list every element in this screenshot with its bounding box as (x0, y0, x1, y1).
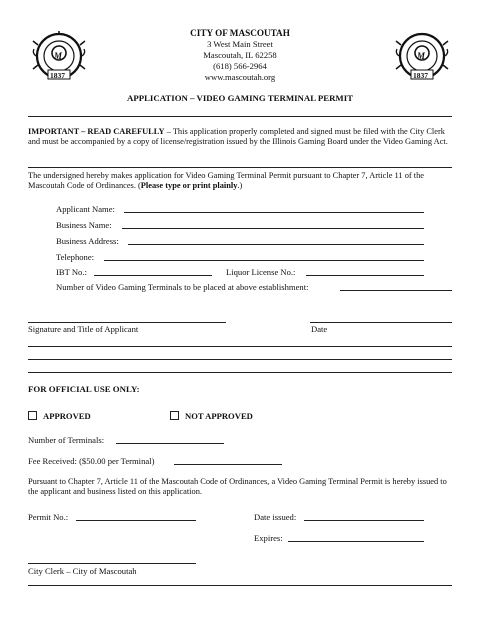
telephone-field[interactable] (104, 260, 424, 261)
date-line[interactable] (310, 322, 452, 323)
approved-label: APPROVED (43, 411, 91, 421)
not-approved-label: NOT APPROVED (185, 411, 253, 421)
expires-label: Expires: (254, 533, 283, 543)
seal-monogram-right: M (417, 51, 426, 61)
ibt-no-label: IBT No.: (56, 267, 87, 277)
approved-option[interactable] (28, 411, 91, 421)
not-approved-option[interactable] (170, 411, 253, 421)
header-divider (28, 116, 452, 117)
permit-no-label: Permit No.: (28, 512, 69, 522)
blank-line-1 (28, 346, 452, 347)
signature-label: Signature and Title of Applicant (28, 324, 139, 334)
ibt-no-field[interactable] (94, 275, 212, 276)
not-approved-checkbox[interactable] (170, 411, 179, 420)
city-state-zip: Mascoutah, IL 62258 (203, 50, 277, 60)
expires-field[interactable] (288, 541, 424, 542)
phone-number: (618) 566-2964 (213, 61, 267, 71)
blank-line-2 (28, 359, 452, 360)
date-label: Date (311, 324, 328, 334)
intro-bold: Please type or print plainly (140, 181, 238, 191)
date-issued-field[interactable] (304, 520, 424, 521)
number-of-terminals-label: Number of Terminals: (28, 435, 105, 445)
business-name-label: Business Name: (56, 220, 112, 230)
liquor-license-field[interactable] (306, 275, 424, 276)
blank-line-3 (28, 372, 452, 373)
important-lead: IMPORTANT – READ CAREFULLY (28, 127, 165, 136)
seal-monogram-left: M (54, 51, 63, 61)
num-terminals-field[interactable] (340, 290, 452, 291)
footer-divider (28, 585, 452, 586)
business-address-label: Business Address: (56, 236, 119, 246)
official-use-heading: FOR OFFICIAL USE ONLY: (28, 384, 140, 394)
fee-received-field[interactable] (174, 464, 282, 465)
applicant-name-field[interactable] (124, 212, 424, 213)
number-of-terminals-field[interactable] (116, 443, 224, 444)
website: www.mascoutah.org (204, 72, 276, 82)
seal-year-right: 1837 (413, 71, 428, 80)
num-terminals-label: Number of Video Gaming Terminals to be placed at above establishment: (56, 282, 309, 292)
date-issued-label: Date issued: (254, 512, 297, 522)
form-title: APPLICATION – VIDEO GAMING TERMINAL PERMIT (126, 93, 354, 103)
important-text: – This application properly completed and signed must be filed with the City Clerk and must be accompanied by a copy of license/registration issued by the Illinois Gaming Board under the Video Gaming Act. (28, 127, 448, 147)
intro-end: .) (237, 181, 243, 191)
seal-year-left: 1837 (50, 71, 65, 80)
liquor-license-label: Liquor License No.: (226, 267, 296, 277)
pursuant-paragraph: Pursuant to Chapter 7, Article 11 of the Mascoutah Code of Ordinances, a Video Gaming Terminal Permit is hereby issued to the applicant and business listed on this application. (28, 477, 447, 497)
telephone-label: Telephone: (56, 252, 95, 262)
important-notice (28, 127, 453, 147)
notice-divider (28, 167, 452, 168)
city-name: CITY OF MASCOUTAH (190, 28, 290, 38)
business-address-field[interactable] (128, 244, 424, 245)
street-address: 3 West Main Street (207, 39, 273, 49)
clerk-signature-line[interactable] (28, 563, 196, 564)
signature-line[interactable] (28, 322, 226, 323)
permit-no-field[interactable] (76, 520, 196, 521)
business-name-field[interactable] (122, 228, 424, 229)
intro-paragraph (28, 171, 454, 191)
approved-checkbox[interactable] (28, 411, 37, 420)
applicant-name-label: Applicant Name: (56, 204, 115, 214)
city-clerk-label: City Clerk – City of Mascoutah (28, 566, 137, 576)
fee-received-label: Fee Received: ($50.00 per Terminal) (28, 456, 155, 466)
intro-text: The undersigned hereby makes application for Video Gaming Terminal Permit pursuant to Chapter 7, Article 11 of the Mascoutah Code of Ordinances. ( (28, 171, 424, 191)
